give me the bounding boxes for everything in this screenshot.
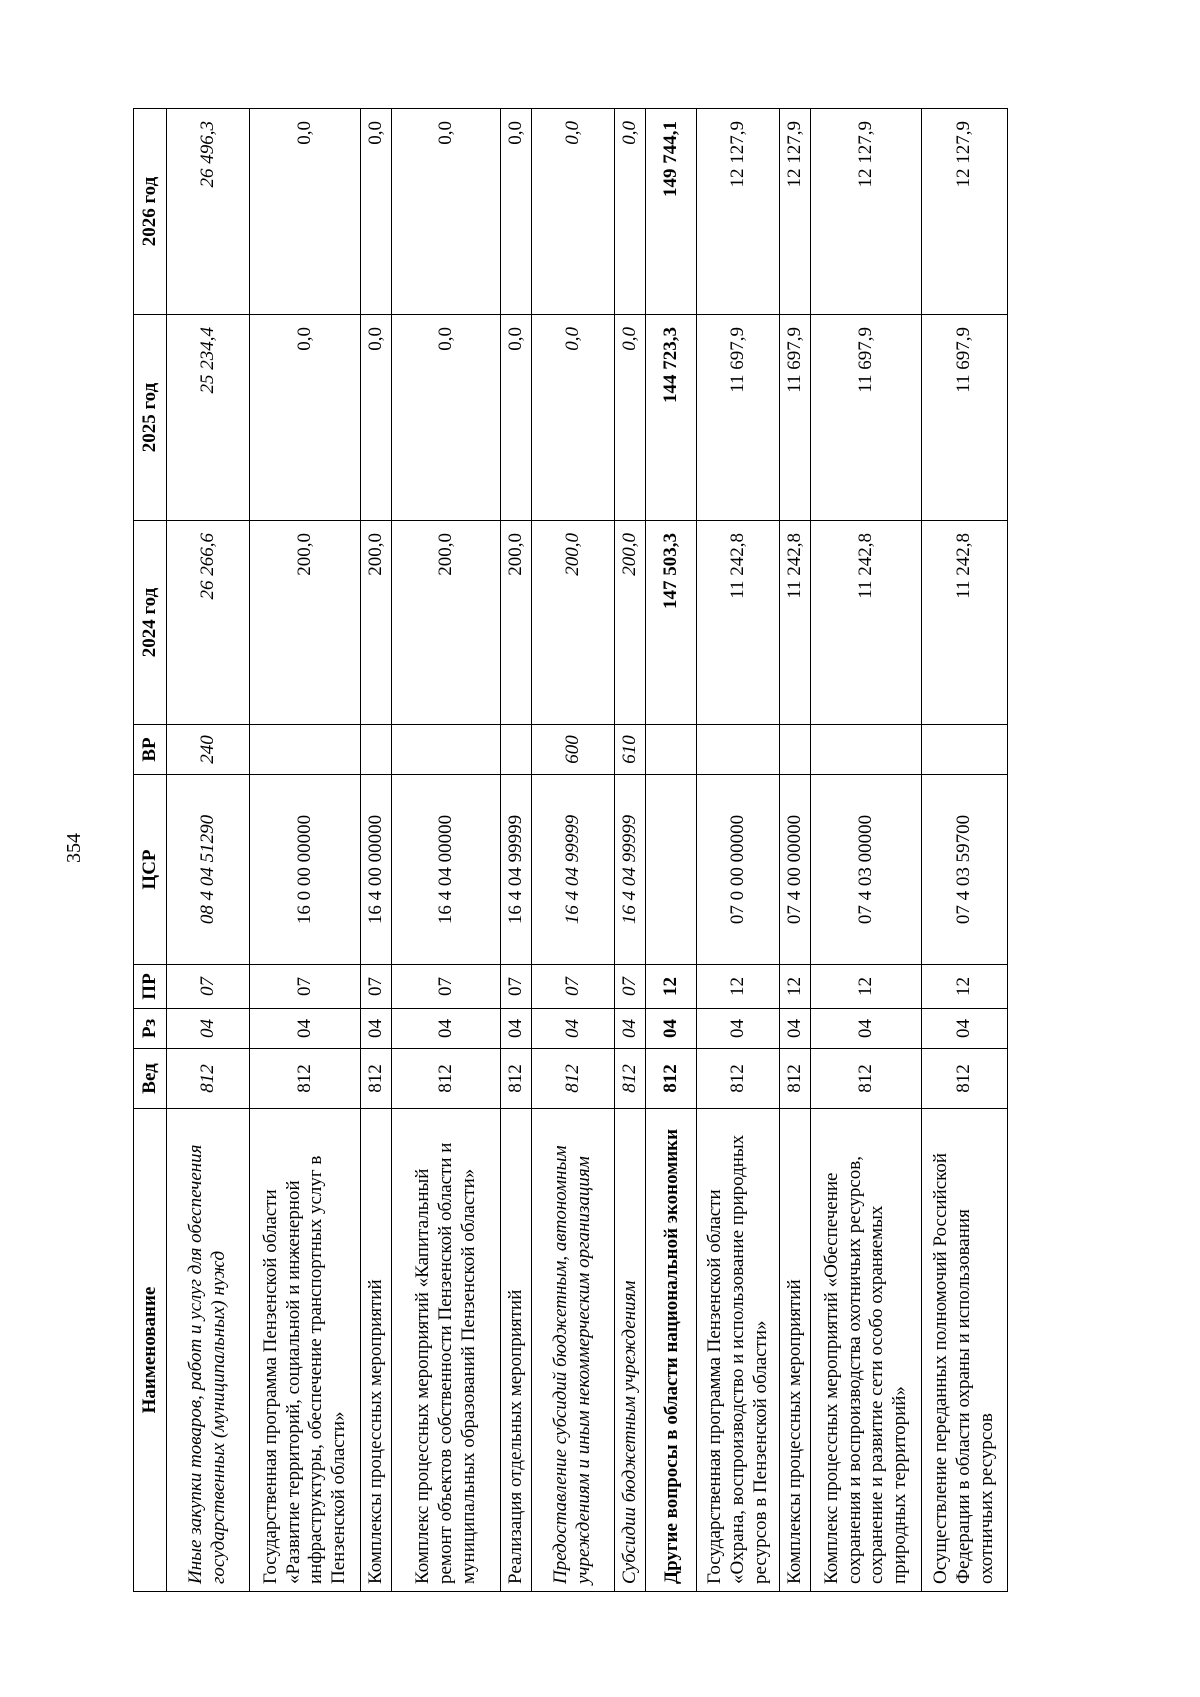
cell-pr: 12	[811, 965, 922, 1009]
cell-2025: 0,0	[531, 315, 614, 521]
cell-csr: 16 4 04 99999	[531, 775, 614, 965]
cell-name: Осуществление переданных полномочий Российской Федерации в области охраны и использования охотничьих ресурсов	[922, 1109, 1008, 1592]
cell-2024: 200,0	[531, 521, 614, 725]
cell-vr	[697, 725, 780, 775]
cell-2026: 26 496,3	[167, 109, 250, 315]
header-vr: ВР	[134, 725, 167, 775]
cell-name: Государственная программа Пензенской области «Охрана, воспроизводство и использование природных ресурсов в Пензенской области»	[697, 1109, 780, 1592]
header-name: Наименование	[134, 1109, 167, 1592]
cell-vr: 600	[531, 725, 614, 775]
cell-2024: 200,0	[392, 521, 501, 725]
budget-table	[133, 108, 1008, 1592]
cell-rz: 04	[615, 1009, 646, 1049]
cell-rz: 04	[167, 1009, 250, 1049]
cell-csr: 16 0 00 00000	[250, 775, 361, 965]
cell-name: Субсидии бюджетным учреждениям	[615, 1109, 646, 1592]
cell-2025: 11 697,9	[922, 315, 1008, 521]
table-row	[811, 109, 922, 1592]
cell-ved: 812	[501, 1049, 532, 1109]
cell-csr: 16 4 04 00000	[392, 775, 501, 965]
cell-2025: 0,0	[501, 315, 532, 521]
cell-pr: 12	[780, 965, 811, 1009]
cell-name: Комплексы процессных мероприятий	[361, 1109, 392, 1592]
table-row	[697, 109, 780, 1592]
cell-name: Реализация отдельных мероприятий	[501, 1109, 532, 1592]
cell-csr: 07 4 00 00000	[780, 775, 811, 965]
cell-ved: 812	[392, 1049, 501, 1109]
cell-name: Комплексы процессных мероприятий	[780, 1109, 811, 1592]
cell-ved: 812	[615, 1049, 646, 1109]
table-row	[615, 109, 646, 1592]
cell-pr: 12	[922, 965, 1008, 1009]
cell-csr: 16 4 04 99999	[615, 775, 646, 965]
table-row	[922, 109, 1008, 1592]
cell-ved: 812	[531, 1049, 614, 1109]
cell-2024: 200,0	[250, 521, 361, 725]
cell-name: Другие вопросы в области национальной экономики	[646, 1109, 697, 1592]
cell-2025: 0,0	[615, 315, 646, 521]
header-csr: ЦСР	[134, 775, 167, 965]
cell-name: Иные закупки товаров, работ и услуг для обеспечения государственных (муниципальных) нужд	[167, 1109, 250, 1592]
cell-vr	[250, 725, 361, 775]
header-rz: Рз	[134, 1009, 167, 1049]
cell-ved: 812	[167, 1049, 250, 1109]
cell-pr: 07	[361, 965, 392, 1009]
cell-vr	[811, 725, 922, 775]
table-row	[361, 109, 392, 1592]
cell-rz: 04	[922, 1009, 1008, 1049]
cell-vr	[501, 725, 532, 775]
cell-pr: 07	[531, 965, 614, 1009]
cell-vr	[780, 725, 811, 775]
cell-2026: 12 127,9	[811, 109, 922, 315]
cell-pr: 12	[646, 965, 697, 1009]
cell-rz: 04	[811, 1009, 922, 1049]
table-row	[531, 109, 614, 1592]
cell-rz: 04	[531, 1009, 614, 1049]
cell-2025: 144 723,3	[646, 315, 697, 521]
cell-pr: 07	[167, 965, 250, 1009]
table-row	[167, 109, 250, 1592]
cell-pr: 07	[392, 965, 501, 1009]
cell-2026: 12 127,9	[922, 109, 1008, 315]
cell-vr	[922, 725, 1008, 775]
cell-name: Комплекс процессных мероприятий «Капитальный ремонт объектов собственности Пензенской области и муниципальных образований Пензенской области»	[392, 1109, 501, 1592]
cell-2024: 200,0	[501, 521, 532, 725]
header-pr: ПР	[134, 965, 167, 1009]
cell-pr: 07	[501, 965, 532, 1009]
cell-vr	[392, 725, 501, 775]
cell-rz: 04	[780, 1009, 811, 1049]
cell-rz: 04	[501, 1009, 532, 1049]
cell-rz: 04	[361, 1009, 392, 1049]
cell-2025: 0,0	[250, 315, 361, 521]
cell-csr: 07 0 00 00000	[697, 775, 780, 965]
cell-ved: 812	[646, 1049, 697, 1109]
cell-vr	[361, 725, 392, 775]
cell-2026: 0,0	[531, 109, 614, 315]
cell-2025: 0,0	[361, 315, 392, 521]
cell-vr: 610	[615, 725, 646, 775]
cell-rz: 04	[646, 1009, 697, 1049]
cell-pr: 12	[697, 965, 780, 1009]
cell-name: Государственная программа Пензенской области «Развитие территорий, социальной и инженерной инфраструктуры, обеспечение транспортных услуг в Пензенской области»	[250, 1109, 361, 1592]
cell-2024: 200,0	[361, 521, 392, 725]
header-2026: 2026 год	[134, 109, 167, 315]
table-row	[250, 109, 361, 1592]
cell-2025: 11 697,9	[780, 315, 811, 521]
cell-ved: 812	[780, 1049, 811, 1109]
cell-csr: 16 4 00 00000	[361, 775, 392, 965]
cell-2026: 0,0	[392, 109, 501, 315]
cell-2025: 0,0	[392, 315, 501, 521]
cell-csr: 07 4 03 00000	[811, 775, 922, 965]
cell-ved: 812	[361, 1049, 392, 1109]
table-row	[392, 109, 501, 1592]
cell-2025: 11 697,9	[811, 315, 922, 521]
cell-pr: 07	[615, 965, 646, 1009]
cell-2024: 11 242,8	[922, 521, 1008, 725]
page-number: 354	[63, 833, 85, 863]
cell-csr: 08 4 04 51290	[167, 775, 250, 965]
cell-ved: 812	[697, 1049, 780, 1109]
cell-2026: 12 127,9	[780, 109, 811, 315]
cell-rz: 04	[697, 1009, 780, 1049]
cell-2024: 147 503,3	[646, 521, 697, 725]
table-row	[646, 109, 697, 1592]
table-row	[780, 109, 811, 1592]
cell-2026: 12 127,9	[697, 109, 780, 315]
cell-csr	[646, 775, 697, 965]
header-ved: Вед	[134, 1049, 167, 1109]
cell-2026: 0,0	[250, 109, 361, 315]
cell-2026: 0,0	[501, 109, 532, 315]
cell-vr: 240	[167, 725, 250, 775]
cell-2024: 11 242,8	[697, 521, 780, 725]
cell-2026: 0,0	[361, 109, 392, 315]
cell-2024: 11 242,8	[811, 521, 922, 725]
cell-name: Комплекс процессных мероприятий «Обеспечение сохранения и воспроизводства охотничьих ресурсов, сохранение и развитие сети особо охраняемых природных территорий»	[811, 1109, 922, 1592]
rotated-table-container	[133, 109, 1008, 1592]
cell-ved: 812	[811, 1049, 922, 1109]
cell-pr: 07	[250, 965, 361, 1009]
cell-2024: 26 266,6	[167, 521, 250, 725]
header-2024: 2024 год	[134, 521, 167, 725]
cell-csr: 07 4 03 59700	[922, 775, 1008, 965]
cell-2024: 11 242,8	[780, 521, 811, 725]
header-row	[134, 109, 167, 1592]
cell-name: Предоставление субсидий бюджетным, автономным учреждениям и иным некоммерческим организациям	[531, 1109, 614, 1592]
cell-rz: 04	[250, 1009, 361, 1049]
cell-ved: 812	[922, 1049, 1008, 1109]
cell-vr	[646, 725, 697, 775]
cell-ved: 812	[250, 1049, 361, 1109]
table-row	[501, 109, 532, 1592]
cell-2026: 0,0	[615, 109, 646, 315]
cell-csr: 16 4 04 99999	[501, 775, 532, 965]
header-2025: 2025 год	[134, 315, 167, 521]
cell-2026: 149 744,1	[646, 109, 697, 315]
cell-rz: 04	[392, 1009, 501, 1049]
cell-2025: 11 697,9	[697, 315, 780, 521]
cell-2025: 25 234,4	[167, 315, 250, 521]
cell-2024: 200,0	[615, 521, 646, 725]
